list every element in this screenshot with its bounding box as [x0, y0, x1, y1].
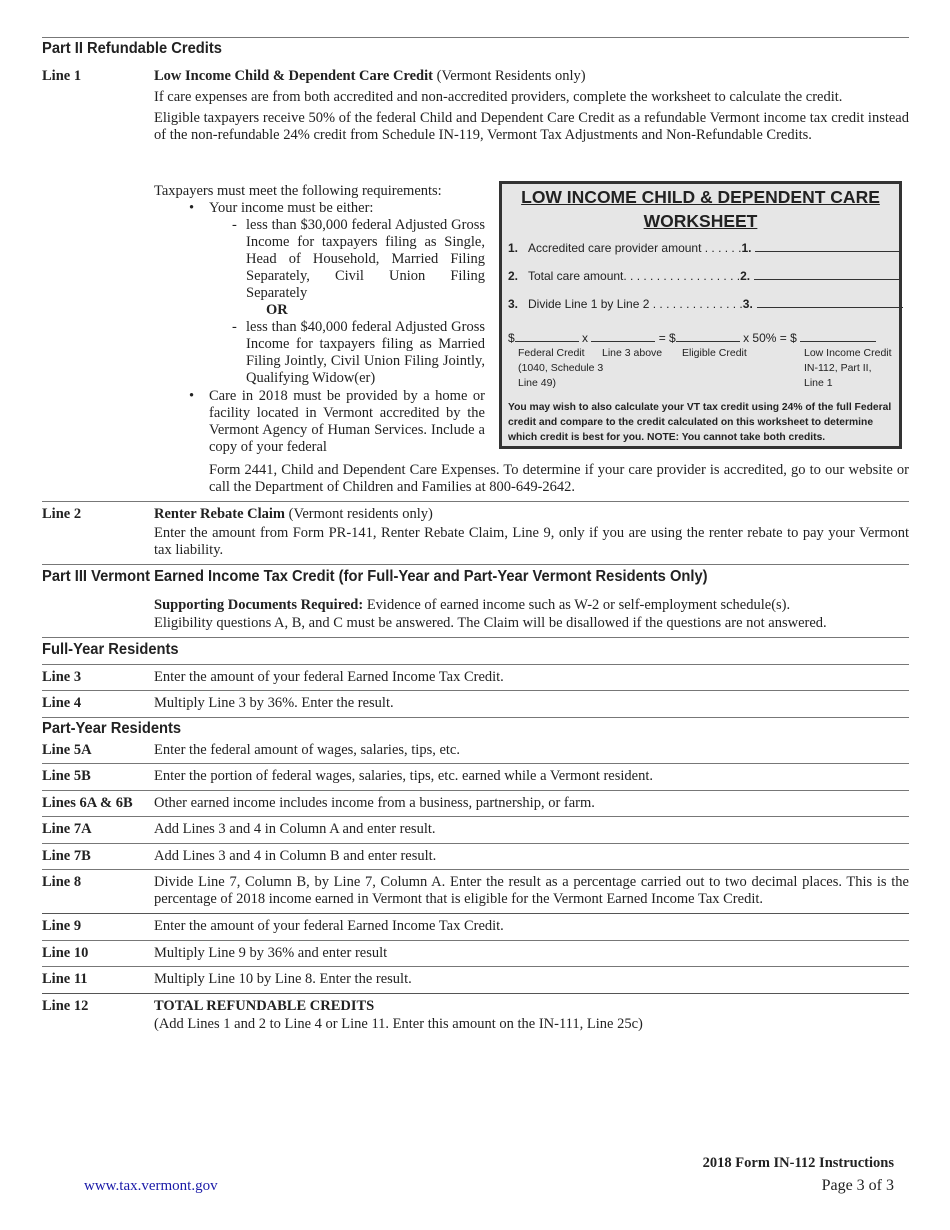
line-1-title-row — [154, 68, 909, 85]
line-11-text: Multiply Line 10 by Line 8. Enter the result. — [154, 971, 412, 987]
divider — [42, 993, 909, 994]
divider — [42, 913, 909, 914]
requirement-care-text: Care in 2018 must be provided by a home or facility located in Vermont accredited by the Vermont Agency of Human Services. Include a copy of your federal — [209, 388, 485, 455]
line-1-title-note: (Vermont Residents only) — [432, 68, 586, 84]
line-5b-text: Enter the portion of federal wages, salaries, tips, etc. earned while a Vermont resident. — [154, 768, 653, 784]
calc-dollar-2: $ — [790, 331, 797, 345]
income-option-single-text: less than $30,000 federal Adjusted Gross Income for taxpayers filing as Single, Head of Household, Married Filing Separately, Civil Union Filing Separately — [246, 217, 485, 301]
divider — [42, 843, 909, 844]
line-10-label: Line 10 — [42, 945, 89, 961]
caption-federal-credit-src2: Line 49) — [518, 377, 556, 389]
worksheet-line-1 — [508, 241, 901, 255]
divider — [42, 940, 909, 941]
divider — [42, 966, 909, 967]
income-option-joint-text: less than $40,000 federal Adjusted Gross Income for taxpayers filing as Married Filing Jointly, Civil Union Filing Jointly, Qualifying Widow(er) — [246, 319, 485, 386]
line-4-label: Line 4 — [42, 695, 82, 711]
caption-low-income-src2: Line 1 — [804, 377, 833, 389]
worksheet-line-2-input[interactable] — [754, 279, 900, 280]
supporting-documents-row — [154, 597, 909, 614]
line-2-title-note: (Vermont residents only) — [285, 506, 433, 522]
line-1-label: Line 1 — [42, 68, 82, 84]
supporting-documents-label: Supporting Documents Required: — [154, 597, 364, 613]
divider — [42, 664, 909, 665]
low-income-credit-input[interactable] — [800, 330, 876, 342]
footer-form-name: 2018 Form IN-112 Instructions — [702, 1155, 894, 1171]
line-2-title-row — [154, 506, 909, 523]
line-1-paragraph-1: If care expenses are from both accredited and non-accredited providers, complete the worksheet to calculate the credit. — [154, 89, 843, 105]
caption-federal-credit — [518, 346, 603, 391]
dash-icon: - — [232, 217, 237, 233]
line-1-content — [154, 68, 909, 144]
calc-times: x — [582, 331, 589, 345]
line-7b-label: Line 7B — [42, 848, 91, 864]
caption-low-income-src1: IN-112, Part II, — [804, 362, 872, 374]
line-12-title: TOTAL REFUNDABLE CREDITS — [154, 998, 375, 1014]
bullet-icon: • — [189, 388, 195, 404]
worksheet-line-1-input[interactable] — [755, 251, 901, 252]
line3-above-input[interactable] — [591, 330, 655, 342]
caption-federal-credit-text: Federal Credit — [518, 347, 585, 359]
footer-website-link[interactable]: www.tax.vermont.gov — [84, 1178, 218, 1194]
divider — [42, 790, 909, 791]
footer-page-number: Page 3 of 3 — [821, 1177, 894, 1194]
line-11-label: Line 11 — [42, 971, 88, 987]
top-divider — [42, 37, 909, 38]
part-ii-heading: Part II Refundable Credits — [42, 40, 222, 57]
worksheet-line-1-text: Accredited care provider amount . . . . . . — [528, 241, 742, 255]
worksheet-line-2-ref: 2. — [740, 269, 751, 283]
worksheet-line-3-text: Divide Line 1 by Line 2 . . . . . . . . . . . . . . — [528, 297, 743, 311]
supporting-documents-text: Evidence of earned income such as W-2 or self-employment schedule(s). — [363, 597, 791, 613]
eligible-credit-input[interactable] — [676, 330, 740, 342]
caption-line3-above: Line 3 above — [602, 347, 663, 359]
caption-low-income-credit-text: Low Income Credit — [804, 347, 892, 359]
income-option-joint — [154, 319, 485, 387]
full-year-heading: Full-Year Residents — [42, 641, 179, 658]
line-8-text: Divide Line 7, Column B, by Line 7, Column A. Enter the result as a percentage carried out to two decimal places. This is the percentage of 2018 income earned in Vermont that is eligible for the Vermont Earned Income Tax Credit. — [154, 874, 909, 907]
caption-eligible-credit: Eligible Credit — [682, 347, 747, 359]
line-5a-label: Line 5A — [42, 742, 92, 758]
divider — [42, 690, 909, 691]
line-12-text: (Add Lines 1 and 2 to Line 4 or Line 11. Enter this amount on the IN-111, Line 25c) — [154, 1016, 643, 1032]
line-1-title: Low Income Child & Dependent Care Credit — [154, 68, 433, 84]
line-1-paragraph-2: Eligible taxpayers receive 50% of the federal Child and Dependent Care Credit as a refundable Vermont income tax credit instead of the non-refundable 24% credit from Schedule IN-119, Vermont Tax Adjustments and Non-Refundable Credits. — [154, 110, 909, 143]
worksheet-line-1-num: 1. — [508, 241, 519, 255]
calc-dollar-1: $ — [508, 331, 515, 345]
requirements-block — [154, 183, 485, 456]
part-year-heading: Part-Year Residents — [42, 720, 182, 737]
divider — [42, 637, 909, 638]
worksheet-calculation — [508, 330, 876, 345]
calc-equals: = $ — [658, 331, 676, 345]
caption-federal-credit-src1: (1040, Schedule 3 — [518, 362, 604, 374]
line-8-label: Line 8 — [42, 874, 82, 890]
line-3-label: Line 3 — [42, 669, 82, 685]
worksheet-line-3-ref: 3. — [742, 297, 753, 311]
line-12-label: Line 12 — [42, 998, 89, 1014]
part-iii-heading: Part III Vermont Earned Income Tax Credit (for Full-Year and Part-Year Vermont Residents Only) — [42, 568, 708, 585]
worksheet-line-2-num: 2. — [508, 269, 519, 283]
income-option-single — [154, 217, 485, 302]
line-7b-text: Add Lines 3 and 4 in Column B and enter result. — [154, 848, 437, 864]
line-12-content — [154, 998, 909, 1033]
requirement-care-continued: Form 2441, Child and Dependent Care Expenses. To determine if your care provider is accredited, go to our website or call the Department of Children and Families at 800-649-2642. — [209, 462, 909, 495]
low-income-worksheet — [499, 181, 902, 449]
bullet-icon: • — [189, 200, 195, 216]
divider — [42, 763, 909, 764]
divider — [42, 564, 909, 565]
worksheet-note: You may wish to also calculate your VT tax credit using 24% of the full Federal credit and compare to the credit calculated on this worksheet to determine which credit is best for you. NOTE: You cannot take both credits. — [508, 402, 892, 443]
line-2-label: Line 2 — [42, 506, 82, 522]
or-separator: OR — [266, 302, 288, 318]
requirement-care — [154, 388, 485, 456]
line-2-content — [154, 506, 909, 559]
worksheet-line-3-num: 3. — [508, 297, 519, 311]
line-7a-text: Add Lines 3 and 4 in Column A and enter result. — [154, 821, 436, 837]
worksheet-title-2: WORKSHEET — [643, 211, 758, 231]
requirement-income — [154, 200, 485, 217]
worksheet-line-3 — [508, 297, 903, 311]
requirement-income-text: Your income must be either: — [209, 200, 374, 216]
caption-low-income-credit — [804, 346, 892, 391]
worksheet-line-1-ref: 1. — [741, 241, 752, 255]
eligibility-text: Eligibility questions A, B, and C must be answered. The Claim will be disallowed if the questions are not answered. — [154, 615, 827, 631]
line-6-text: Other earned income includes income from a business, partnership, or farm. — [154, 795, 595, 811]
divider — [42, 717, 909, 718]
worksheet-line-2 — [508, 269, 900, 283]
supporting-documents — [154, 597, 909, 632]
line-9-label: Line 9 — [42, 918, 82, 934]
line-10-text: Multiply Line 9 by 36% and enter result — [154, 945, 388, 961]
line-2-title: Renter Rebate Claim — [154, 506, 286, 522]
divider — [42, 869, 909, 870]
divider — [42, 501, 909, 502]
worksheet-line-2-text: Total care amount. . . . . . . . . . . . . . . . . . — [528, 269, 741, 283]
line-4-text: Multiply Line 3 by 36%. Enter the result. — [154, 695, 394, 711]
line-2-text: Enter the amount from Form PR-141, Renter Rebate Claim, Line 9, only if you are using the renter rebate to pay your Vermont tax liability. — [154, 525, 909, 558]
line-7a-label: Line 7A — [42, 821, 92, 837]
worksheet-line-3-input[interactable] — [757, 307, 903, 308]
federal-credit-input[interactable] — [515, 330, 579, 342]
line-9-text: Enter the amount of your federal Earned Income Tax Credit. — [154, 918, 504, 934]
dash-icon: - — [232, 319, 237, 335]
line-6-label: Lines 6A & 6B — [42, 795, 133, 811]
requirements-intro: Taxpayers must meet the following requirements: — [154, 183, 442, 199]
line-3-text: Enter the amount of your federal Earned Income Tax Credit. — [154, 669, 504, 685]
divider — [42, 816, 909, 817]
line-5a-text: Enter the federal amount of wages, salaries, tips, etc. — [154, 742, 460, 758]
line-5b-label: Line 5B — [42, 768, 91, 784]
worksheet-title-1: LOW INCOME CHILD & DEPENDENT CARE — [521, 187, 880, 207]
calc-times-50: x 50% = — [743, 331, 787, 345]
